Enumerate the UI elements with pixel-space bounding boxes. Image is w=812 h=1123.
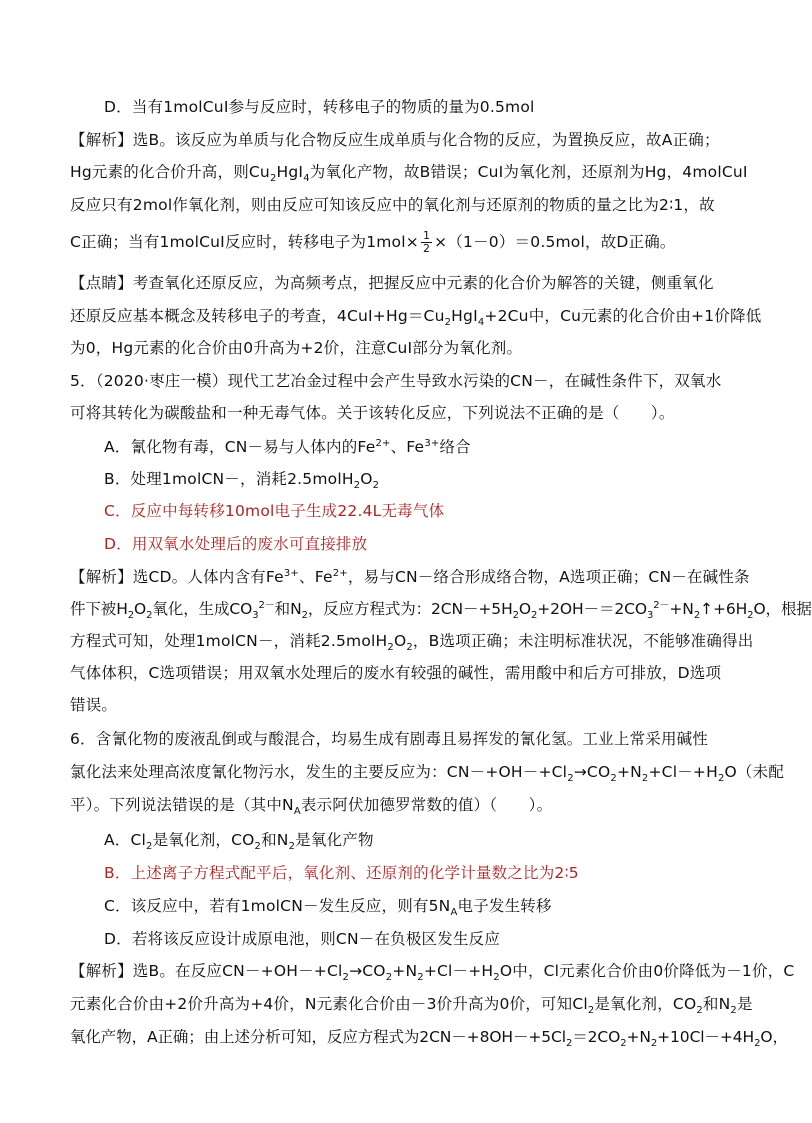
q5-analysis-line-1: 【解析】选CD。人体内含有$Fe^{3+}$、$Fe^{2+}$，易与CN－络合形成络合物，A选项正确；CN－在碱性条 (70, 567, 750, 586)
q6-stem-line-2: 氯化法来处理高浓度氰化物污水，发生的主要反应为：$CN-+OH-+Cl_2\to CO_2+N_2+Cl-+H_2O$（未配 (70, 763, 785, 785)
q4-comment-line-3: 为0，Hg元素的化合价由0升高为+2价，注意CuI部分为氧化剂。 (70, 339, 523, 357)
q5-analysis-line-4: 气体体积，C选项错误；用双氧水处理后的废水有较强的碱性，需用酸中和后方可排放，D选项 (70, 664, 722, 682)
q4-analysis-line-2: Hg元素的化合价升高，则$Cu_2HgI_4$为氧化产物，故B错误；CuI为氧化剂，还原剂为Hg，4molCuI (70, 163, 748, 185)
q5-stem-line-1: 5．（2020·枣庄一模）现代工艺冶金过程中会产生导致水污染的CN－，在碱性条件下，双氧水 (70, 372, 722, 390)
q4-option-d: D．当有1molCuI参与反应时，转移电子的物质的量为0.5mol (104, 98, 535, 116)
q5-analysis-line-5: 错误。 (70, 696, 118, 714)
fraction-one-half: $\frac{1}{2}$ (422, 229, 431, 255)
q6-stem-line-3: 平）。下列说法错误的是（其中$N_A$表示阿伏加德罗常数的值）（ ）。 (70, 796, 553, 818)
q5-stem-line-2: 可将其转化为碳酸盐和一种无毒气体。关于该转化反应，下列说法不正确的是（ ）。 (70, 404, 675, 422)
q5-option-c: C．反应中每转移10mol电子生成22.4L无毒气体 (104, 502, 445, 520)
q6-option-b: B．上述离子方程式配平后，氧化剂、还原剂的化学计量数之比为2∶5 (104, 864, 579, 882)
q6-analysis-line-2: 元素化合价由+2价升高为+4价，N元素化合价由－3价升高为0价，可知$Cl_2$是氧化剂，$CO_2$和$N_2$是 (70, 995, 753, 1017)
q6-option-c: C．该反应中，若有1molCN－发生反应，则有$5N_A$电子发生转移 (104, 897, 552, 919)
q5-analysis-line-3: 方程式可知，处理1molCN－，消耗$2.5molH_2O_2$，B选项正确；未注明标准状况，不能够准确得出 (70, 632, 754, 654)
q6-option-a: A．$Cl_2$是氧化剂，$CO_2$和$N_2$是氧化产物 (104, 831, 374, 853)
q5-analysis-line-2: 件下被$H_2O_2$氧化，生成$CO_3^{2-}$和$N_2$，反应方程式为：$2CN-+5H_2O_2+2OH-=2CO_3^{2-}+N_2↑+6H_2O$，根据 (70, 599, 812, 622)
q5-option-a: A．氰化物有毒，CN－易与人体内的$Fe^{2+}$、$Fe^{3+}$络合 (104, 437, 471, 456)
q6-option-d: D．若将该反应设计成原电池，则CN－在负极区发生反应 (104, 930, 501, 948)
q4-analysis-line-4: C正确；当有1molCuI反应时，转移电子为1mol× $\frac{1}{2}$ ×（1－0）＝0.5mol，故D正确。 (70, 229, 676, 255)
q5-option-d: D．用双氧水处理后的废水可直接排放 (104, 535, 368, 553)
q4-comment-line-2: 还原反应基本概念及转移电子的考查，$4CuI+Hg=Cu_2HgI_4+2Cu$中，Cu元素的化合价由+1价降低 (70, 307, 762, 329)
q6-stem-line-1: 6．含氰化物的废液乱倒或与酸混合，均易生成有剧毒且易挥发的氰化氢。工业上常采用碱性 (70, 730, 709, 748)
q4-comment-line-1: 【点睛】考查氧化还原反应，为高频考点，把握反应中元素的化合价为解答的关键，侧重氧化 (70, 274, 714, 292)
q6-analysis-line-3: 氧化产物，A正确；由上述分析可知，反应方程式为$2CN-+8OH-+5Cl_2=2CO_2+N_2+10Cl-+4H_2O$， (70, 1028, 788, 1050)
q6-analysis-line-1: 【解析】选B。在反应$CN-+OH-+Cl_2\to CO_2+N_2+Cl-+H_2O$中，Cl元素化合价由0价降低为－1价，C (70, 962, 795, 984)
q4-analysis-line-3: 反应只有2mol作氧化剂，则由反应可知该反应中的氧化剂与还原剂的物质的量之比为2∶1，故 (70, 196, 715, 214)
q5-option-b: B．处理1molCN－，消耗$2.5molH_2O_2$ (104, 470, 380, 492)
q4-analysis-line-1: 【解析】选B。该反应为单质与化合物反应生成单质与化合物的反应，为置换反应，故A正确； (70, 131, 720, 149)
